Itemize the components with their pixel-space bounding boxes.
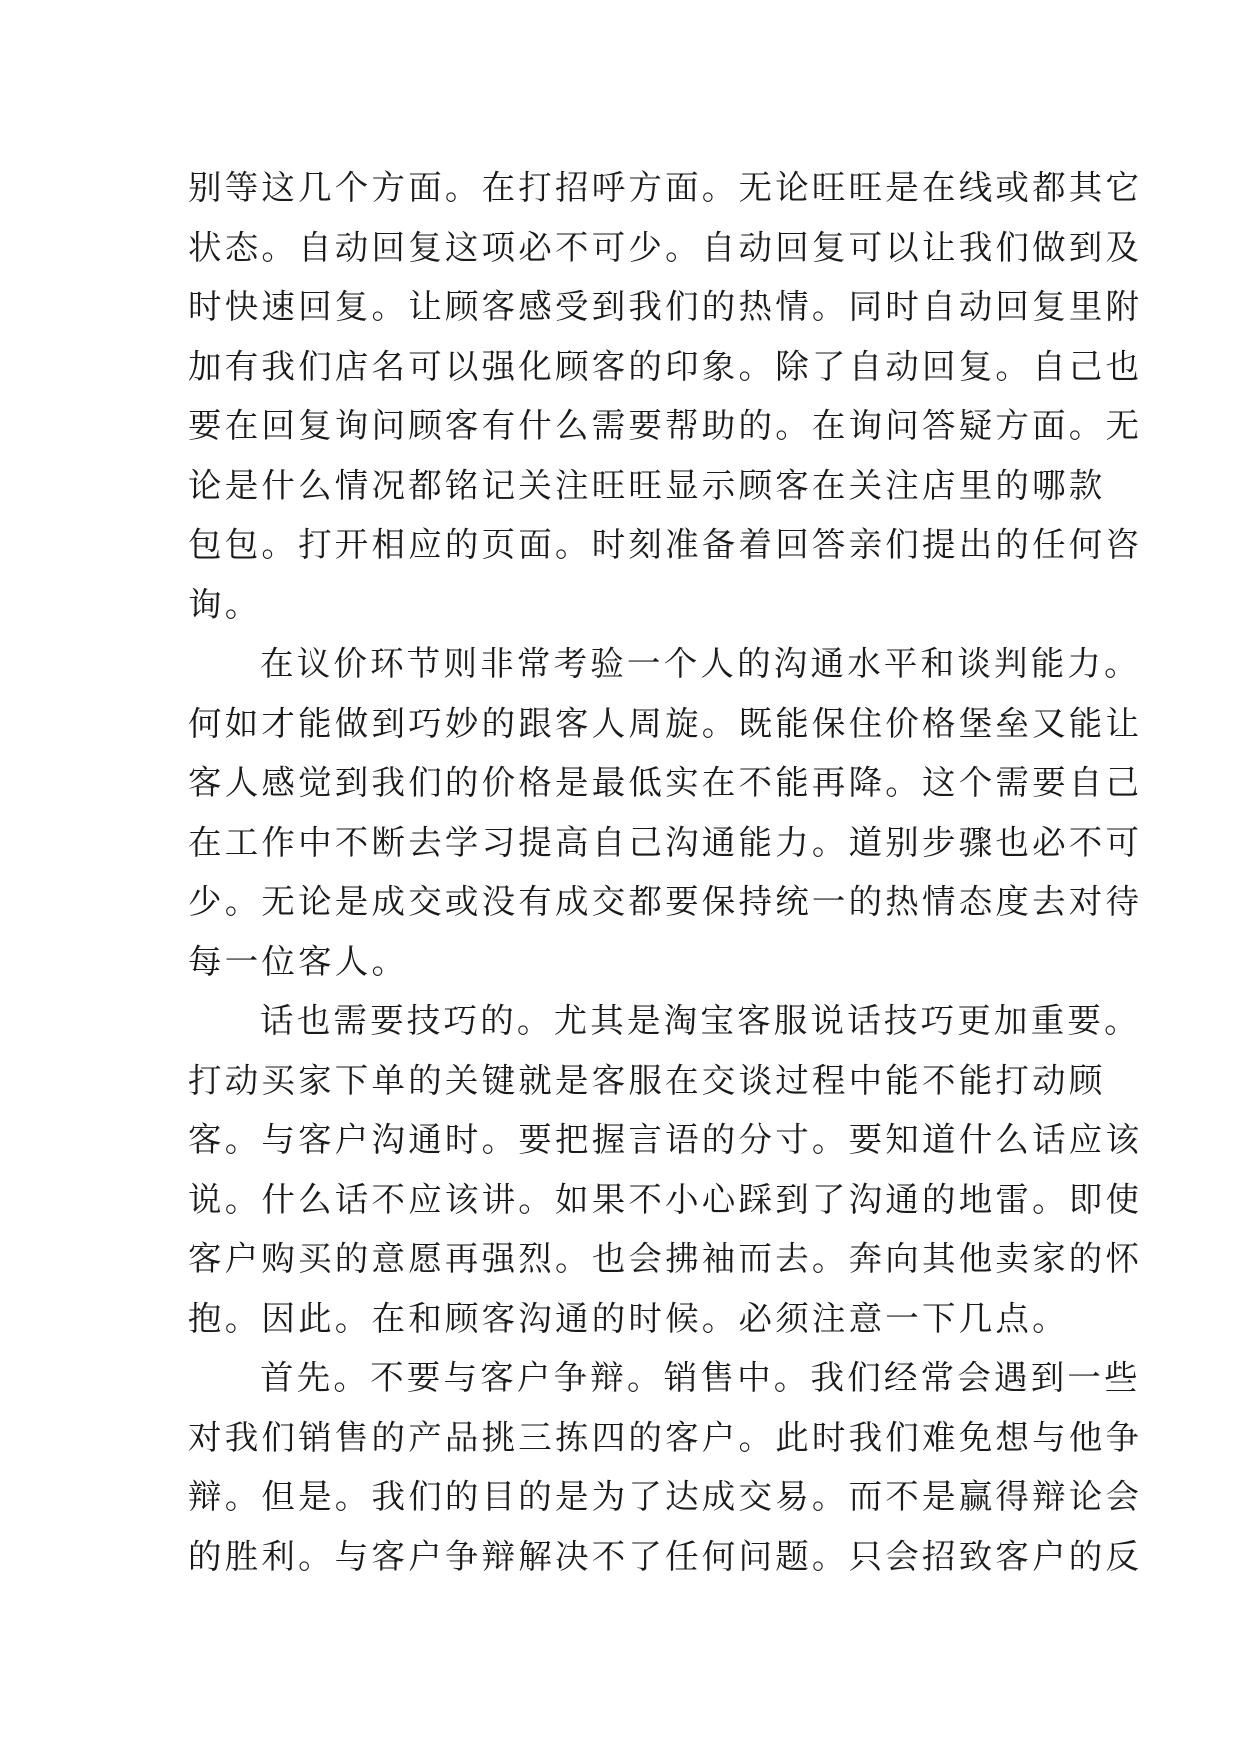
text-line: 何如才能做到巧妙的跟客人周旋。既能保住价格堡垒又能让 xyxy=(188,703,1143,743)
text-line: 的胜利。与客户争辩解决不了任何问题。只会招致客户的反 xyxy=(188,1536,1143,1576)
text-line: 别等这几个方面。在打招呼方面。无论旺旺是在线或都其它 xyxy=(188,168,1143,207)
text-line: 论是什么情况都铭记关注旺旺显示顾客在关注店里的哪款 xyxy=(188,465,1106,505)
text-line: 客户购买的意愿再强烈。也会拂袖而去。奔向其他卖家的怀 xyxy=(188,1239,1143,1278)
paragraph-first-line: 首先。不要与客户争辩。销售中。我们经常会遇到一些 xyxy=(260,1358,1141,1397)
text-line: 询。 xyxy=(188,584,262,624)
text-line: 抱。因此。在和顾客沟通的时候。必须注意一下几点。 xyxy=(188,1298,1069,1338)
text-line: 说。什么话不应该讲。如果不小心踩到了沟通的地雷。即使 xyxy=(188,1179,1143,1219)
text-line: 客人感觉到我们的价格是最低实在不能再降。这个需要自己 xyxy=(188,763,1143,802)
text-line: 加有我们店名可以强化顾客的印象。除了自动回复。自己也 xyxy=(188,346,1143,386)
text-line: 时快速回复。让顾客感受到我们的热情。同时自动回复里附 xyxy=(188,287,1143,326)
text-line: 少。无论是成交或没有成交都要保持统一的热情态度去对待 xyxy=(188,882,1143,921)
text-line: 辩。但是。我们的目的是为了达成交易。而不是赢得辩论会 xyxy=(188,1477,1143,1516)
paragraph-first-line: 话也需要技巧的。尤其是淘宝客服说话技巧更加重要。 xyxy=(260,1001,1141,1040)
text-line: 打动买家下单的关键就是客服在交谈过程中能不能打动顾 xyxy=(188,1060,1106,1100)
text-line: 要在回复询问顾客有什么需要帮助的。在询问答疑方面。无 xyxy=(188,406,1143,445)
text-line: 状态。自动回复这项必不可少。自动回复可以让我们做到及 xyxy=(188,227,1143,267)
text-line: 包包。打开相应的页面。时刻准备着回答亲们提出的任何咨 xyxy=(188,525,1143,564)
text-line: 客。与客户沟通时。要把握言语的分寸。要知道什么话应该 xyxy=(188,1120,1143,1159)
paragraph-first-line: 在议价环节则非常考验一个人的沟通水平和谈判能力。 xyxy=(260,644,1141,683)
text-line: 在工作中不断去学习提高自己沟通能力。道别步骤也必不可 xyxy=(188,822,1143,862)
text-line: 对我们销售的产品挑三拣四的客户。此时我们难免想与他争 xyxy=(188,1417,1143,1457)
text-line: 每一位客人。 xyxy=(188,941,409,981)
document-body xyxy=(188,158,1143,1586)
